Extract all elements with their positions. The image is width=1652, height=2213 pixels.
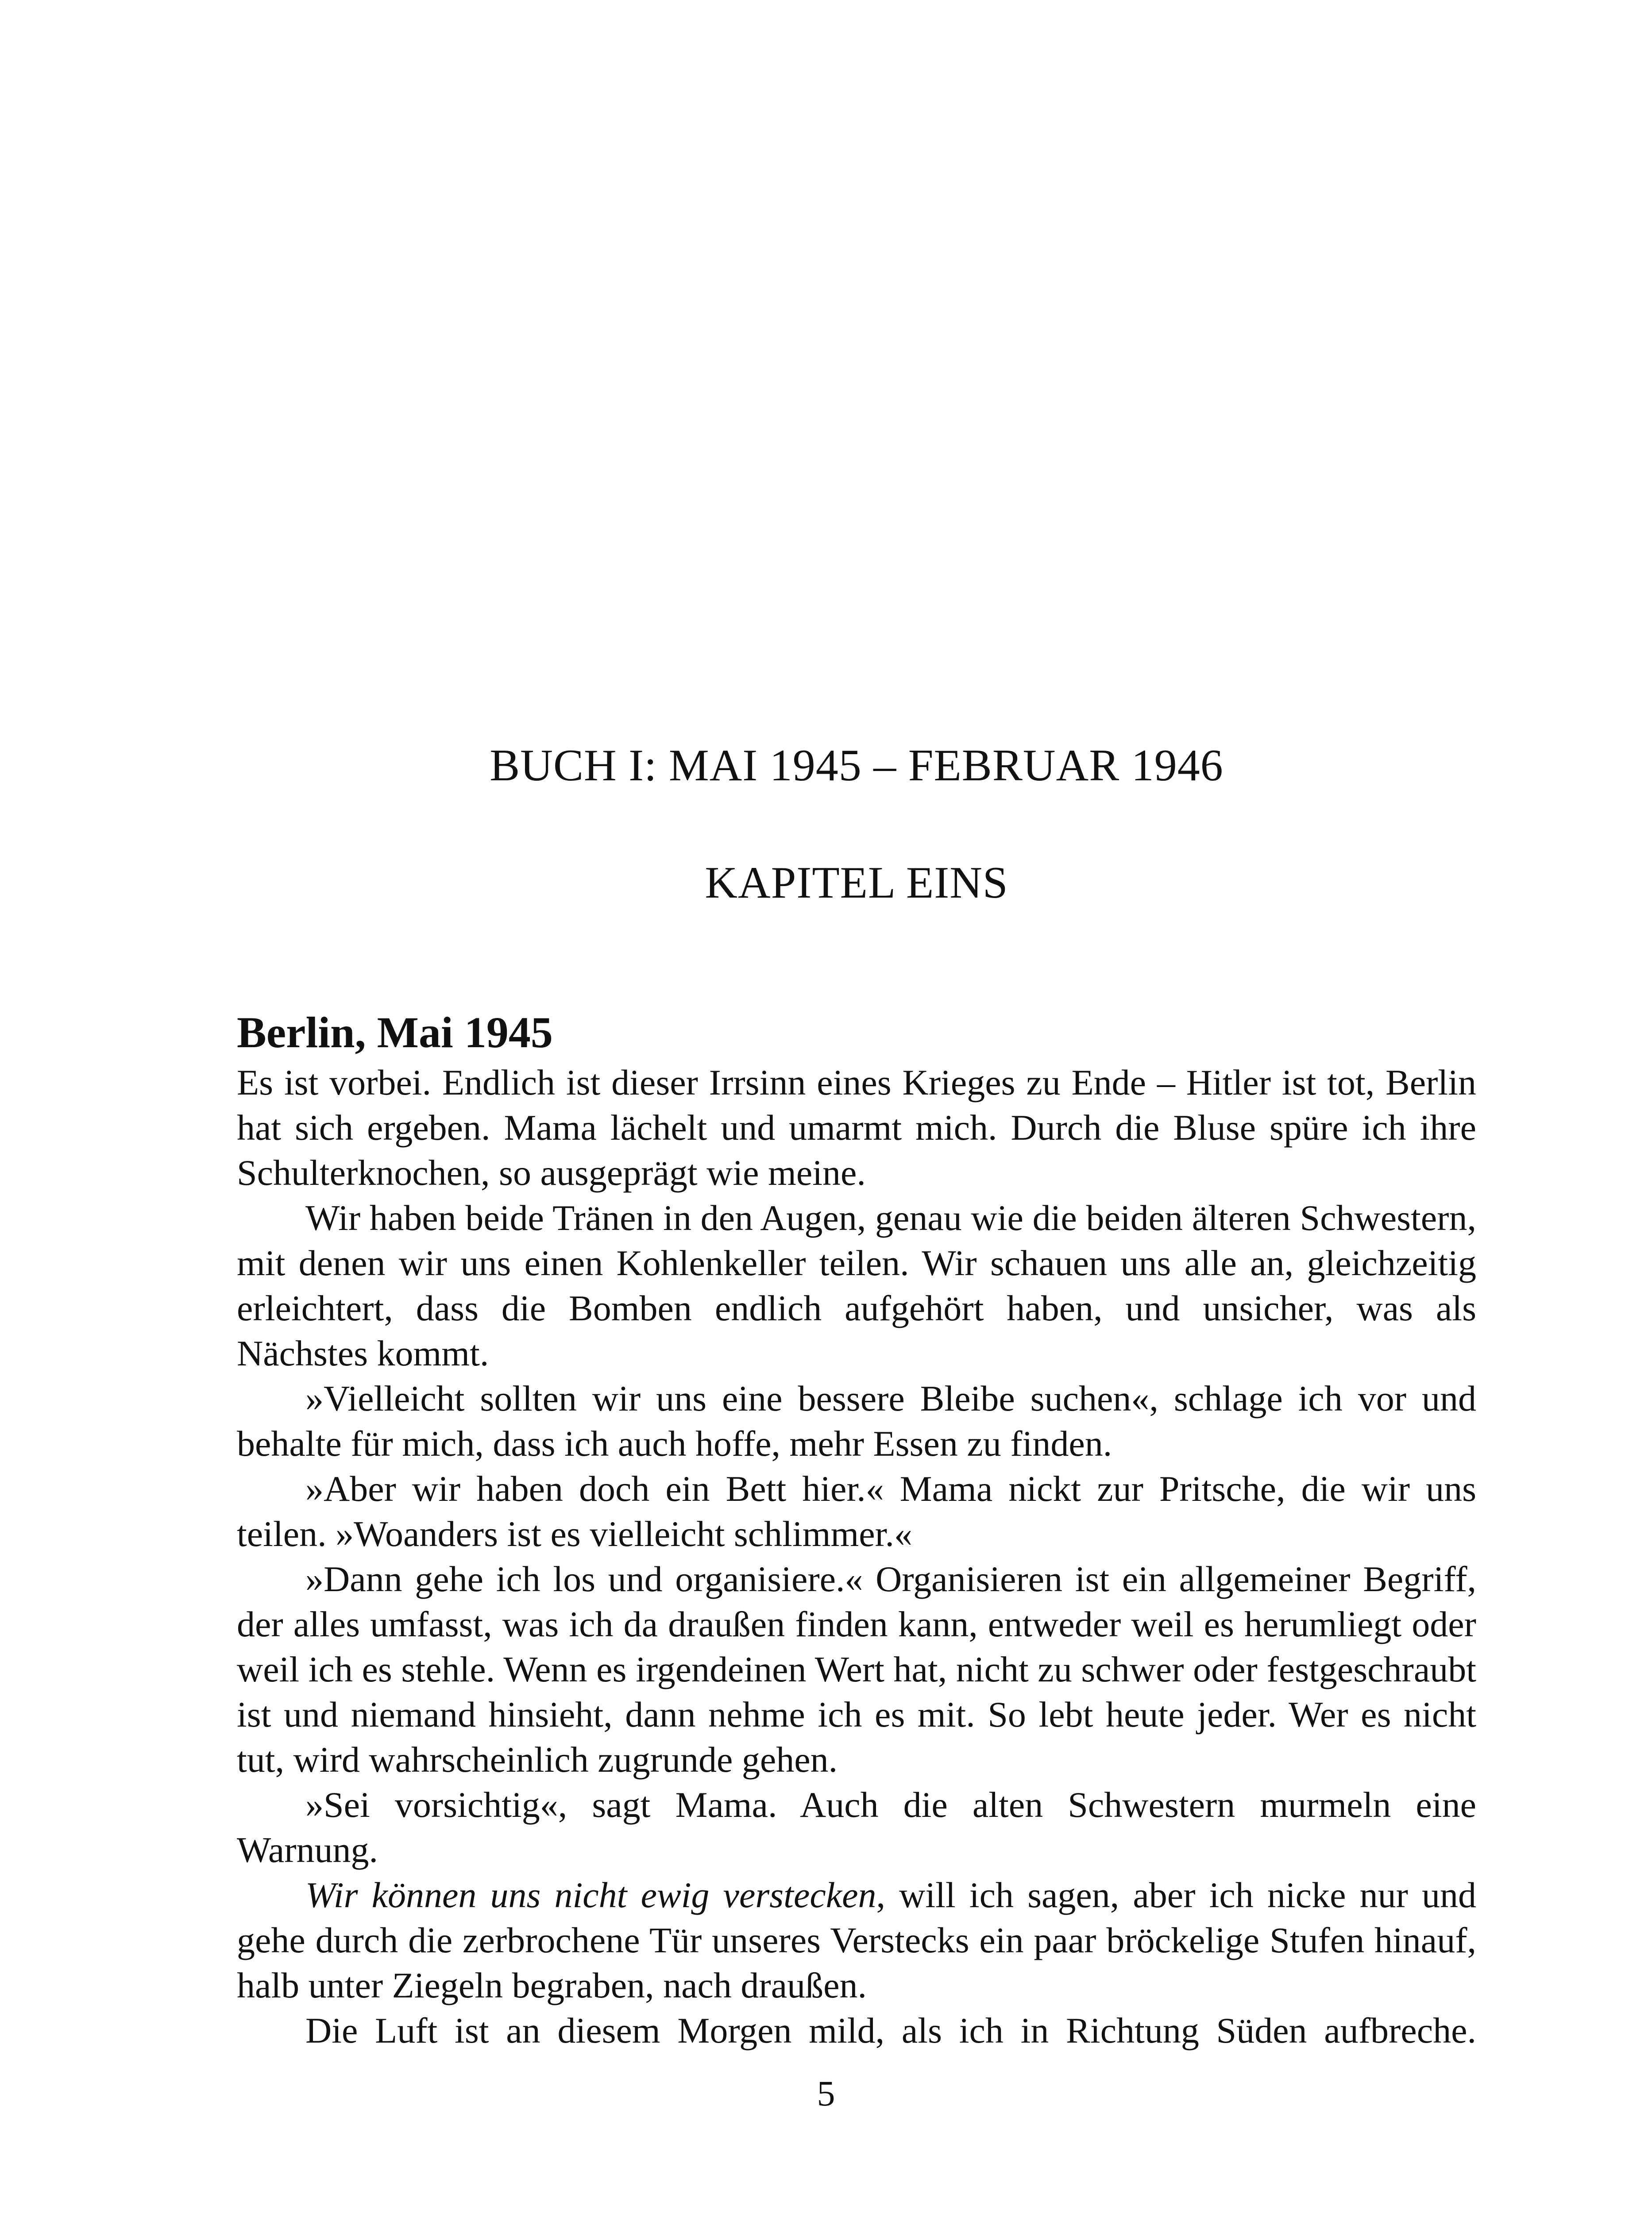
section-heading: Berlin, Mai 1945 <box>237 1008 553 1057</box>
paragraph-8: Die Luft ist an diesem Morgen mild, als ich in Richtung Süden aufbreche. <box>305 2010 1476 2051</box>
book-part-heading: BUCH I: MAI 1945 – FEBRUAR 1946 <box>490 740 1224 790</box>
paragraph-7 <box>237 1873 1476 2008</box>
paragraph-3: »Vielleicht sollten wir uns eine bessere Bleibe suchen«, schlage ich vor und behalte für mich, dass ich auch hoffe, mehr Essen zu finden. <box>237 1378 1476 1464</box>
paragraph-6: »Sei vorsichtig«, sagt Mama. Auch die alten Schwestern murmeln eine Warnung. <box>237 1785 1476 1870</box>
paragraph-1: Es ist vorbei. Endlich ist dieser Irrsinn eines Krieges zu Ende – Hitler ist tot, Berlin hat sich ergeben. Mama lächelt und umarmt mich. Durch die Bluse spüre ich ihre Schulterknochen, so ausgeprägt wie meine. <box>237 1062 1476 1193</box>
page-number: 5 <box>817 2073 835 2113</box>
italic-thought: Wir können uns nicht ewig verstecken <box>305 1875 876 1915</box>
paragraph-5: »Dann gehe ich los und organisiere.« Organisieren ist ein allgemeiner Begriff, der alles umfasst, was ich da draußen finden kann, entweder weil es herumliegt oder weil ich es stehle. Wenn es irgendeinen Wert hat, nicht zu schwer oder festgeschraubt ist und niemand hinsieht, dann nehme ich es mit. So lebt heute jeder. Wer es nicht tut, wird wahrscheinlich zugrunde gehen. <box>237 1559 1476 1780</box>
paragraph-7-text: , will ich sagen, aber ich nicke nur und gehe durch die zerbrochene Tür unseres Verstecks ein paar bröckelige Stufen hinauf, halb unter Ziegeln begraben, nach draußen. <box>237 1875 1476 2005</box>
paragraph-4: »Aber wir haben doch ein Bett hier.« Mama nickt zur Pritsche, die wir uns teilen. »Woanders ist es vielleicht schlimmer.« <box>237 1469 1476 1554</box>
paragraph-2: Wir haben beide Tränen in den Augen, genau wie die beiden älteren Schwestern, mit denen wir uns einen Kohlenkeller teilen. Wir schauen uns alle an, gleichzeitig erleichtert, dass die Bomben endlich aufgehört haben, und unsicher, was als Nächstes kommt. <box>237 1198 1476 1373</box>
body-text <box>237 1005 1476 2053</box>
chapter-heading: KAPITEL EINS <box>705 858 1008 908</box>
